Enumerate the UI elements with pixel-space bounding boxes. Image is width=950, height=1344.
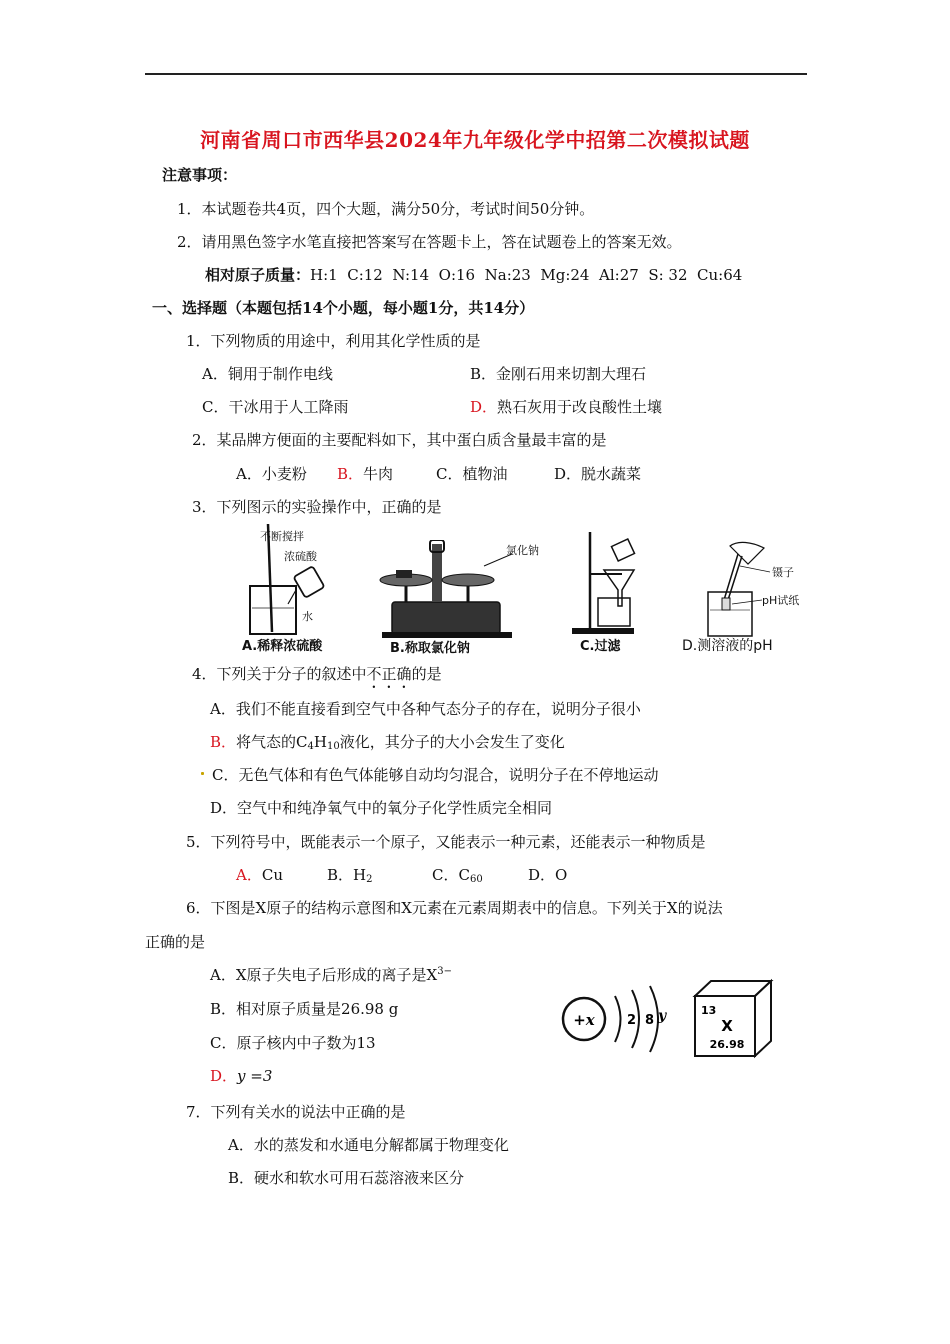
notice-heading: 注意事项：: [162, 166, 238, 184]
atomic-label: 相对原子质量：: [205, 266, 311, 284]
figure-dilute-acid: [238, 524, 348, 656]
acid-bottle-icon: [293, 566, 324, 598]
q4-stem: 4．下列关于分子的叙述中不正确的是: [192, 665, 442, 683]
atomic-mass: 26.98: [709, 1038, 745, 1051]
fig-d-label-paper: pH试纸: [762, 594, 800, 607]
q6-stem-line1: 6．下图是X原子的结构示意图和X元素在元素周期表中的信息。下列关于X的说法: [186, 899, 723, 917]
figure-ph-test: [678, 538, 828, 656]
fig-a-label-water: 水: [302, 610, 313, 623]
shell-3-count: y: [658, 1008, 667, 1024]
q1-stem: 1．下列物质的用途中，利用其化学性质的是: [186, 332, 481, 350]
q4-option-c: C．无色气体和有色气体能够自动均匀混合，说明分子在不停地运动: [212, 766, 659, 784]
periodic-table-cell: [692, 978, 778, 1060]
q5-option-d: D．O: [528, 866, 568, 884]
figure-filtration: [568, 528, 658, 656]
q2-stem: 2．某品牌方便面的主要配料如下，其中蛋白质含量最丰富的是: [192, 431, 607, 449]
q4-option-b: B．将气态的$C_4H_{10}$液化，其分子的大小会发生了变化: [210, 733, 565, 752]
q4-option-a: A．我们不能直接看到空气中各种气态分子的存在，说明分子很小: [210, 700, 641, 718]
atom-structure-diagram: [560, 982, 670, 1058]
q3-stem: 3．下列图示的实验操作中，正确的是: [192, 498, 442, 516]
shell-2-count: 8: [645, 1013, 655, 1028]
q5-option-c: C．$C_{60}$: [432, 866, 483, 885]
shell-1-count: 2: [627, 1013, 637, 1028]
q6-option-a: A．X原子失电子后形成的离子是$X^{3-}$: [210, 966, 452, 984]
hand-icon: [730, 542, 764, 564]
fig-d-caption: D.测溶液的pH: [682, 638, 773, 654]
section1-heading: 一、选择题（本题包括14个小题，每小题1分，共14分）: [152, 299, 535, 317]
fig-d-label-tweezers: 镊子: [772, 566, 794, 579]
q5-answer-letter: A．: [236, 866, 262, 884]
header-rule: [145, 73, 807, 75]
nucleus-charge: +x: [573, 1011, 595, 1029]
q6-option-c: C．原子核内中子数为13: [210, 1034, 376, 1052]
figure-balance: [372, 540, 552, 656]
ph-paper-icon: [722, 598, 730, 610]
balance-icon: [392, 602, 500, 634]
q2-option-a: A．小麦粉: [236, 465, 307, 483]
page-title: 河南省周口市西华县2024年九年级化学中招第二次模拟试题: [200, 128, 750, 152]
q6-answer-letter: D．: [210, 1067, 238, 1085]
q7-option-b: B．硬水和软水可用石蕊溶液来区分: [228, 1169, 465, 1187]
q1-option-d: D．熟石灰用于改良酸性土壤: [470, 398, 663, 416]
q5-option-b: B．$H_2$: [327, 866, 373, 885]
q2-answer-letter: B．: [337, 465, 364, 483]
q7-option-a: A．水的蒸发和水通电分解都属于物理变化: [228, 1136, 509, 1154]
q1-answer-letter: D．: [470, 398, 498, 416]
q2-option-d: D．脱水蔬菜: [554, 465, 642, 483]
q2-option-c: C．植物油: [436, 465, 508, 483]
q1-option-b: B．金刚石用来切割大理石: [470, 365, 647, 383]
q6-option-d: D．y =3: [210, 1067, 273, 1085]
notice-item-1: 1．本试题卷共4页，四个大题，满分50分，考试时间50分钟。: [177, 200, 595, 218]
element-symbol: X: [721, 1017, 733, 1035]
beaker-icon: [598, 598, 630, 626]
q4-answer-letter: B．: [210, 733, 237, 751]
stray-mark: [201, 772, 204, 775]
q2-option-b: B．牛肉: [337, 465, 394, 483]
q4-option-d: D．空气中和纯净氧气中的氧分子化学性质完全相同: [210, 799, 553, 817]
atomic-masses: [205, 264, 742, 285]
fig-b-caption: B.称取氯化钠: [390, 641, 470, 656]
q4-emphasis: 不正确: [366, 665, 412, 683]
q1-option-c: C．干冰用于人工降雨: [202, 398, 349, 416]
q5-option-a: A．Cu: [236, 866, 283, 884]
fig-b-label-nacl: 氯化钠: [506, 544, 539, 557]
q6-stem-line2: 正确的是: [145, 933, 206, 951]
fig-a-label-stir: 不断搅拌: [260, 530, 304, 543]
fig-a-label-acid: 浓硫酸: [284, 550, 317, 563]
q5-stem: 5．下列符号中，既能表示一个原子，又能表示一种元素，还能表示一种物质是: [186, 833, 706, 851]
fig-a-caption: A.稀释浓硫酸: [242, 639, 323, 654]
atomic-values: H:1 C:12 N:14 O:16 Na:23 Mg:24 Al:27 S: 32 Cu:64: [310, 266, 743, 284]
atomic-number: 13: [701, 1004, 717, 1017]
fig-c-caption: C.过滤: [580, 639, 621, 654]
notice-item-2: 2．请用黑色签字水笔直接把答案写在答题卡上，答在试题卷上的答案无效。: [177, 233, 682, 251]
q6-option-b: B．相对原子质量是26.98 g: [210, 1000, 399, 1018]
q7-stem: 7．下列有关水的说法中正确的是: [186, 1103, 406, 1121]
q1-option-a: A．铜用于制作电线: [202, 365, 333, 383]
